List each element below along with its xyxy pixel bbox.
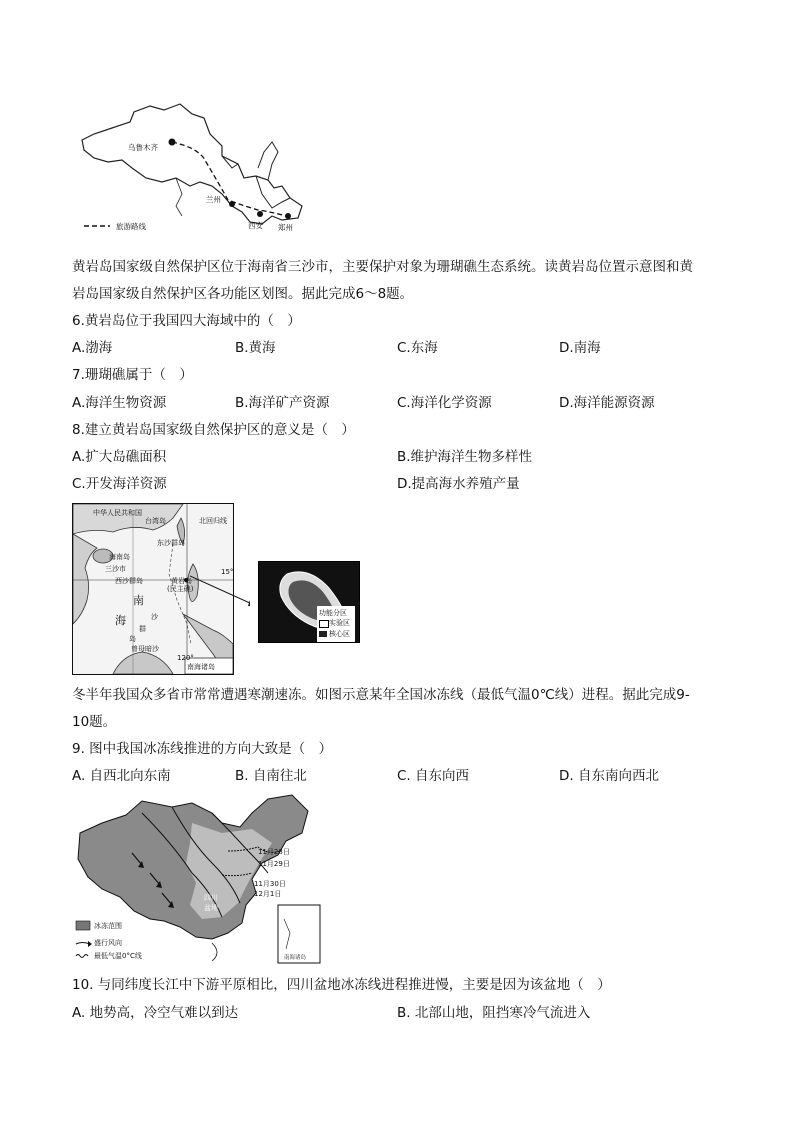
label-1201: 12月1日: [254, 890, 282, 898]
label-hainan: 海南岛: [109, 553, 130, 561]
label-urumqi: 乌鲁木齐: [128, 143, 158, 152]
q8-stem: 8.建立黄岩岛国家级自然保护区的意义是（ ）: [72, 422, 355, 438]
q10-stem: 10. 与同纬度长江中下游平原相比，四川盆地冰冻线进程推进慢，主要是因为该盆地（ ）: [72, 977, 611, 993]
legend-core: 核心区: [329, 630, 350, 638]
q7-option-a[interactable]: A.海洋生物资源: [72, 395, 167, 411]
label-1128: 11月28日: [258, 848, 290, 856]
intro-q6-8-line2: 岩岛国家级自然保护区各功能区划图。据此完成6～8题。: [72, 286, 414, 302]
label-1129: 11月29日: [258, 860, 290, 868]
huangyan-zone-map: [258, 561, 360, 643]
q6-option-b[interactable]: B.黄海: [235, 340, 276, 356]
zoom-arrow: [190, 572, 250, 612]
label-nanhai-islands: 南海诸岛: [187, 663, 215, 671]
legend-route: 旅游路线: [116, 222, 146, 231]
label-xisha: 西沙群岛: [115, 577, 143, 585]
intro-q9-10-line1: 冬半年我国众多省市常常遭遇寒潮速冻。如图示意某年全国冰冻线（最低气温0℃线）进程。据此完成9-: [72, 687, 690, 703]
label-xian: 西安: [248, 221, 263, 230]
label-lat15: 15°: [221, 568, 234, 576]
q9-stem: 9. 图中我国冰冻线推进的方向大致是（ ）: [72, 741, 333, 757]
label-lanzhou: 兰州: [206, 195, 221, 204]
q6-option-d[interactable]: D.南海: [559, 340, 601, 356]
q7-stem: 7.珊瑚礁属于（ ）: [72, 367, 193, 383]
q6-option-a[interactable]: A.渤海: [72, 340, 113, 356]
q10-option-b[interactable]: B. 北部山地，阻挡寒冷气流进入: [397, 1005, 591, 1021]
label-dongsha: 东沙群岛: [157, 539, 185, 547]
tourism-route-map: [72, 98, 312, 238]
label-zhengzhou: 郑州: [278, 223, 293, 232]
label-nan: 南: [133, 594, 144, 607]
label-zengmu: 曾母暗沙: [131, 645, 159, 653]
label-prc: 中华人民共和国: [93, 509, 142, 517]
q9-option-d[interactable]: D. 自东南向西北: [559, 768, 659, 784]
label-sichuan: 四川: [204, 894, 218, 902]
q7-option-d[interactable]: D.海洋能源资源: [559, 395, 655, 411]
zone-legend: [317, 606, 355, 642]
q7-option-c[interactable]: C.海洋化学资源: [397, 395, 492, 411]
legend-exp: 实验区: [329, 619, 350, 627]
label-basin: 盆地: [204, 904, 218, 912]
q7-option-b[interactable]: B.海洋矿产资源: [235, 395, 330, 411]
legend-func-title: 功能分区: [319, 609, 347, 617]
q8-option-b[interactable]: B.维护海洋生物多样性: [397, 449, 533, 465]
legend-wind: 盛行风向: [94, 939, 122, 947]
intro-q9-10-line2: 10题。: [72, 714, 117, 730]
q6-stem: 6.黄岩岛位于我国四大海域中的（ ）: [72, 313, 301, 329]
q8-option-d[interactable]: D.提高海水养殖产量: [397, 476, 520, 492]
legend-line: 最低气温0°C线: [94, 952, 142, 960]
label-south-sea-inset: 南海诸岛: [284, 955, 307, 961]
q8-option-c[interactable]: C.开发海洋资源: [72, 476, 167, 492]
freeze-line-map: [72, 793, 322, 965]
label-hai: 海: [115, 614, 126, 627]
label-huangyan-sub: (民主礁): [167, 585, 194, 593]
label-sansha: 三沙市: [105, 565, 126, 573]
legend-freeze: 冰冻范围: [94, 922, 122, 930]
q9-option-a[interactable]: A. 自西北向东南: [72, 768, 171, 784]
legend-core-swatch: [319, 631, 327, 637]
q10-option-a[interactable]: A. 地势高，冷空气难以到达: [72, 1005, 239, 1021]
q8-option-a[interactable]: A.扩大岛礁面积: [72, 449, 167, 465]
q9-option-c[interactable]: C. 自东向西: [397, 768, 470, 784]
label-huangyan: 黄岩岛: [171, 577, 192, 585]
label-tropic: 北回归线: [199, 517, 227, 525]
label-lon120: 120°: [177, 654, 194, 662]
label-sha: 沙: [151, 613, 158, 621]
q6-option-c[interactable]: C.东海: [397, 340, 438, 356]
label-dao: 岛: [129, 635, 136, 643]
tourism-route-map-drawing: [72, 98, 312, 238]
label-qun: 群: [139, 625, 146, 633]
label-1130: 11月30日: [254, 880, 286, 888]
label-taiwan: 台湾岛: [145, 517, 166, 525]
intro-q6-8-line1: 黄岩岛国家级自然保护区位于海南省三沙市，主要保护对象为珊瑚礁生态系统。读黄岩岛位置示意图和黄: [72, 259, 693, 275]
legend-exp-swatch: [319, 620, 329, 628]
q9-option-b[interactable]: B. 自南往北: [235, 768, 307, 784]
